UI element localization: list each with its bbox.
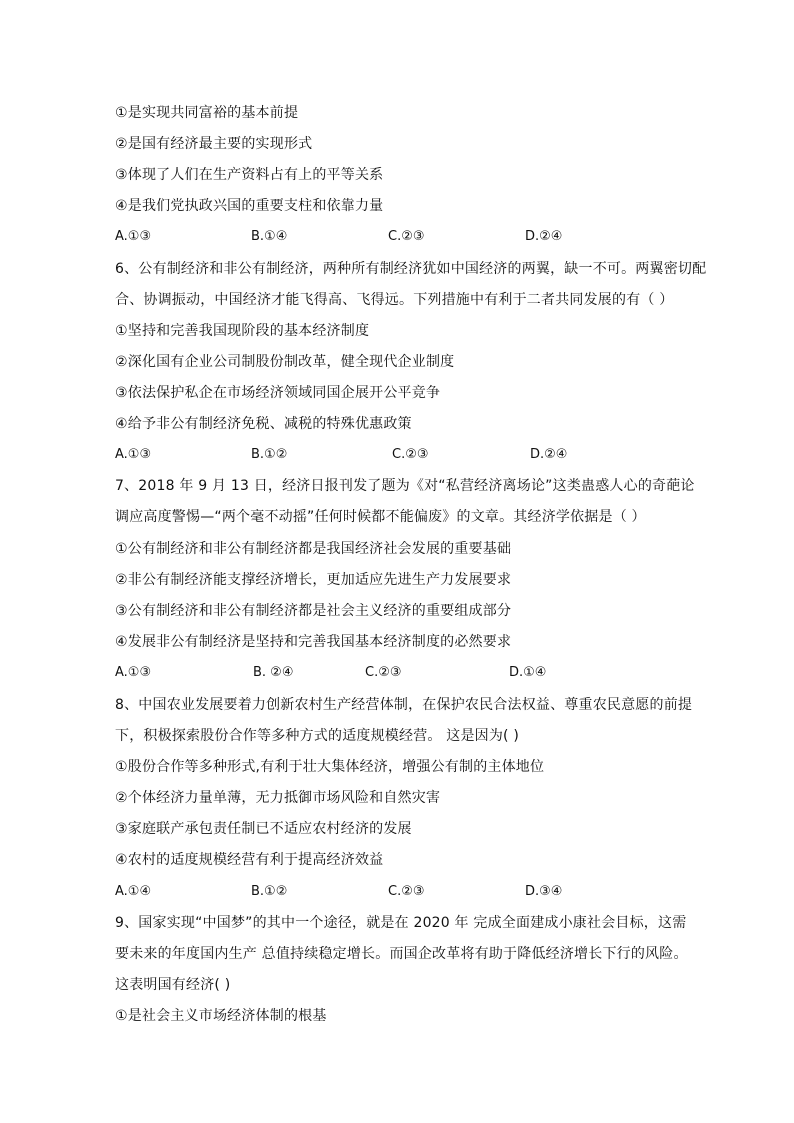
q7-options — [115, 663, 675, 683]
q8-item-3: ③家庭联产承包责任制已不适应农村经济的发展 — [115, 821, 412, 837]
q6-option-b: B.①② — [251, 447, 288, 462]
q7-item-4: ④发展非公有制经济是坚持和完善我国基本经济制度的必然要求 — [115, 634, 512, 650]
q8-option-d: D.③④ — [525, 884, 563, 899]
q8-option-c: C.②③ — [388, 884, 425, 899]
q7-stem-line-2: 调应高度警惕—“两个毫不动摇”任何时候都不能偏废》的文章。其经济学依据是（ ） — [115, 509, 646, 525]
q5-item-2: ②是国有经济最主要的实现形式 — [115, 136, 313, 152]
q6-option-a: A.①③ — [115, 447, 152, 462]
q5-item-1: ①是实现共同富裕的基本前提 — [115, 105, 299, 121]
q6-option-d: D.②④ — [530, 447, 568, 462]
q7-option-a: A.①③ — [115, 665, 152, 680]
q5-option-a: A.①③ — [115, 229, 152, 244]
q8-item-4: ④农村的适度规模经营有利于提高经济效益 — [115, 852, 384, 868]
q6-stem-line-1: 6、公有制经济和非公有制经济，两种所有制经济犹如中国经济的两翼，缺一不可。两翼密切配 — [115, 261, 707, 277]
q6-item-3: ③依法保护私企在市场经济领域同国企展开公平竞争 — [115, 385, 441, 401]
q7-item-2: ②非公有制经济能支撑经济增长，更加适应先进生产力发展要求 — [115, 572, 512, 588]
q7-item-3: ③公有制经济和非公有制经济都是社会主义经济的重要组成部分 — [115, 603, 512, 619]
q8-item-1: ①股份合作等多种形式,有利于壮大集体经济，增强公有制的主体地位 — [115, 759, 545, 775]
q8-options — [115, 882, 675, 902]
q5-option-c: C.②③ — [388, 229, 425, 244]
q7-stem-line-1: 7、2018 年 9 月 13 日，经济日报刊发了题为《对“私营经济离场论”这类蛊惑人心的奇葩论 — [115, 478, 695, 494]
q9-stem-line-2: 要未来的年度国内生产 总值持续稳定增长。而国企改革将有助于降低经济增长下行的风险。 — [115, 946, 688, 962]
q7-option-c: C.②③ — [365, 665, 402, 680]
q6-item-1: ①坚持和完善我国现阶段的基本经济制度 — [115, 323, 370, 339]
q5-item-3: ③体现了人们在生产资料占有上的平等关系 — [115, 167, 384, 183]
q9-stem-line-3: 这表明国有经济( ) — [115, 977, 231, 993]
q5-option-b: B.①④ — [251, 229, 288, 244]
q6-stem-line-2: 合、协调振动，中国经济才能飞得高、飞得远。下列措施中有利于二者共同发展的有（ ） — [115, 292, 674, 308]
q6-options — [115, 445, 675, 465]
q5-options — [115, 227, 675, 247]
q5-item-4: ④是我们党执政兴国的重要支柱和依靠力量 — [115, 198, 384, 214]
q7-option-d: D.①④ — [509, 665, 547, 680]
q8-stem-line-1: 8、中国农业发展要着力创新农村生产经营体制，在保护农民合法权益、尊重农民意愿的前提 — [115, 697, 693, 713]
q6-option-c: C.②③ — [392, 447, 429, 462]
q8-option-b: B.①② — [251, 884, 288, 899]
q6-item-2: ②深化国有企业公司制股份制改革，健全现代企业制度 — [115, 354, 455, 370]
q9-item-1: ①是社会主义市场经济体制的根基 — [115, 1008, 327, 1024]
q9-stem-line-1: 9、国家实现“中国梦”的其中一个途径，就是在 2020 年 完成全面建成小康社会目标，这需 — [115, 915, 687, 931]
q6-item-4: ④给予非公有制经济免税、减税的特殊优惠政策 — [115, 416, 412, 432]
q8-item-2: ②个体经济力量单薄，无力抵御市场风险和自然灾害 — [115, 790, 441, 806]
q5-option-d: D.②④ — [525, 229, 563, 244]
q7-item-1: ①公有制经济和非公有制经济都是我国经济社会发展的重要基础 — [115, 541, 512, 557]
q8-option-a: A.①④ — [115, 884, 152, 899]
q8-stem-line-2: 下，积极探索股份合作等多种方式的适度规模经营。 这是因为( ) — [115, 728, 520, 744]
q7-option-b: B. ②④ — [253, 665, 294, 680]
